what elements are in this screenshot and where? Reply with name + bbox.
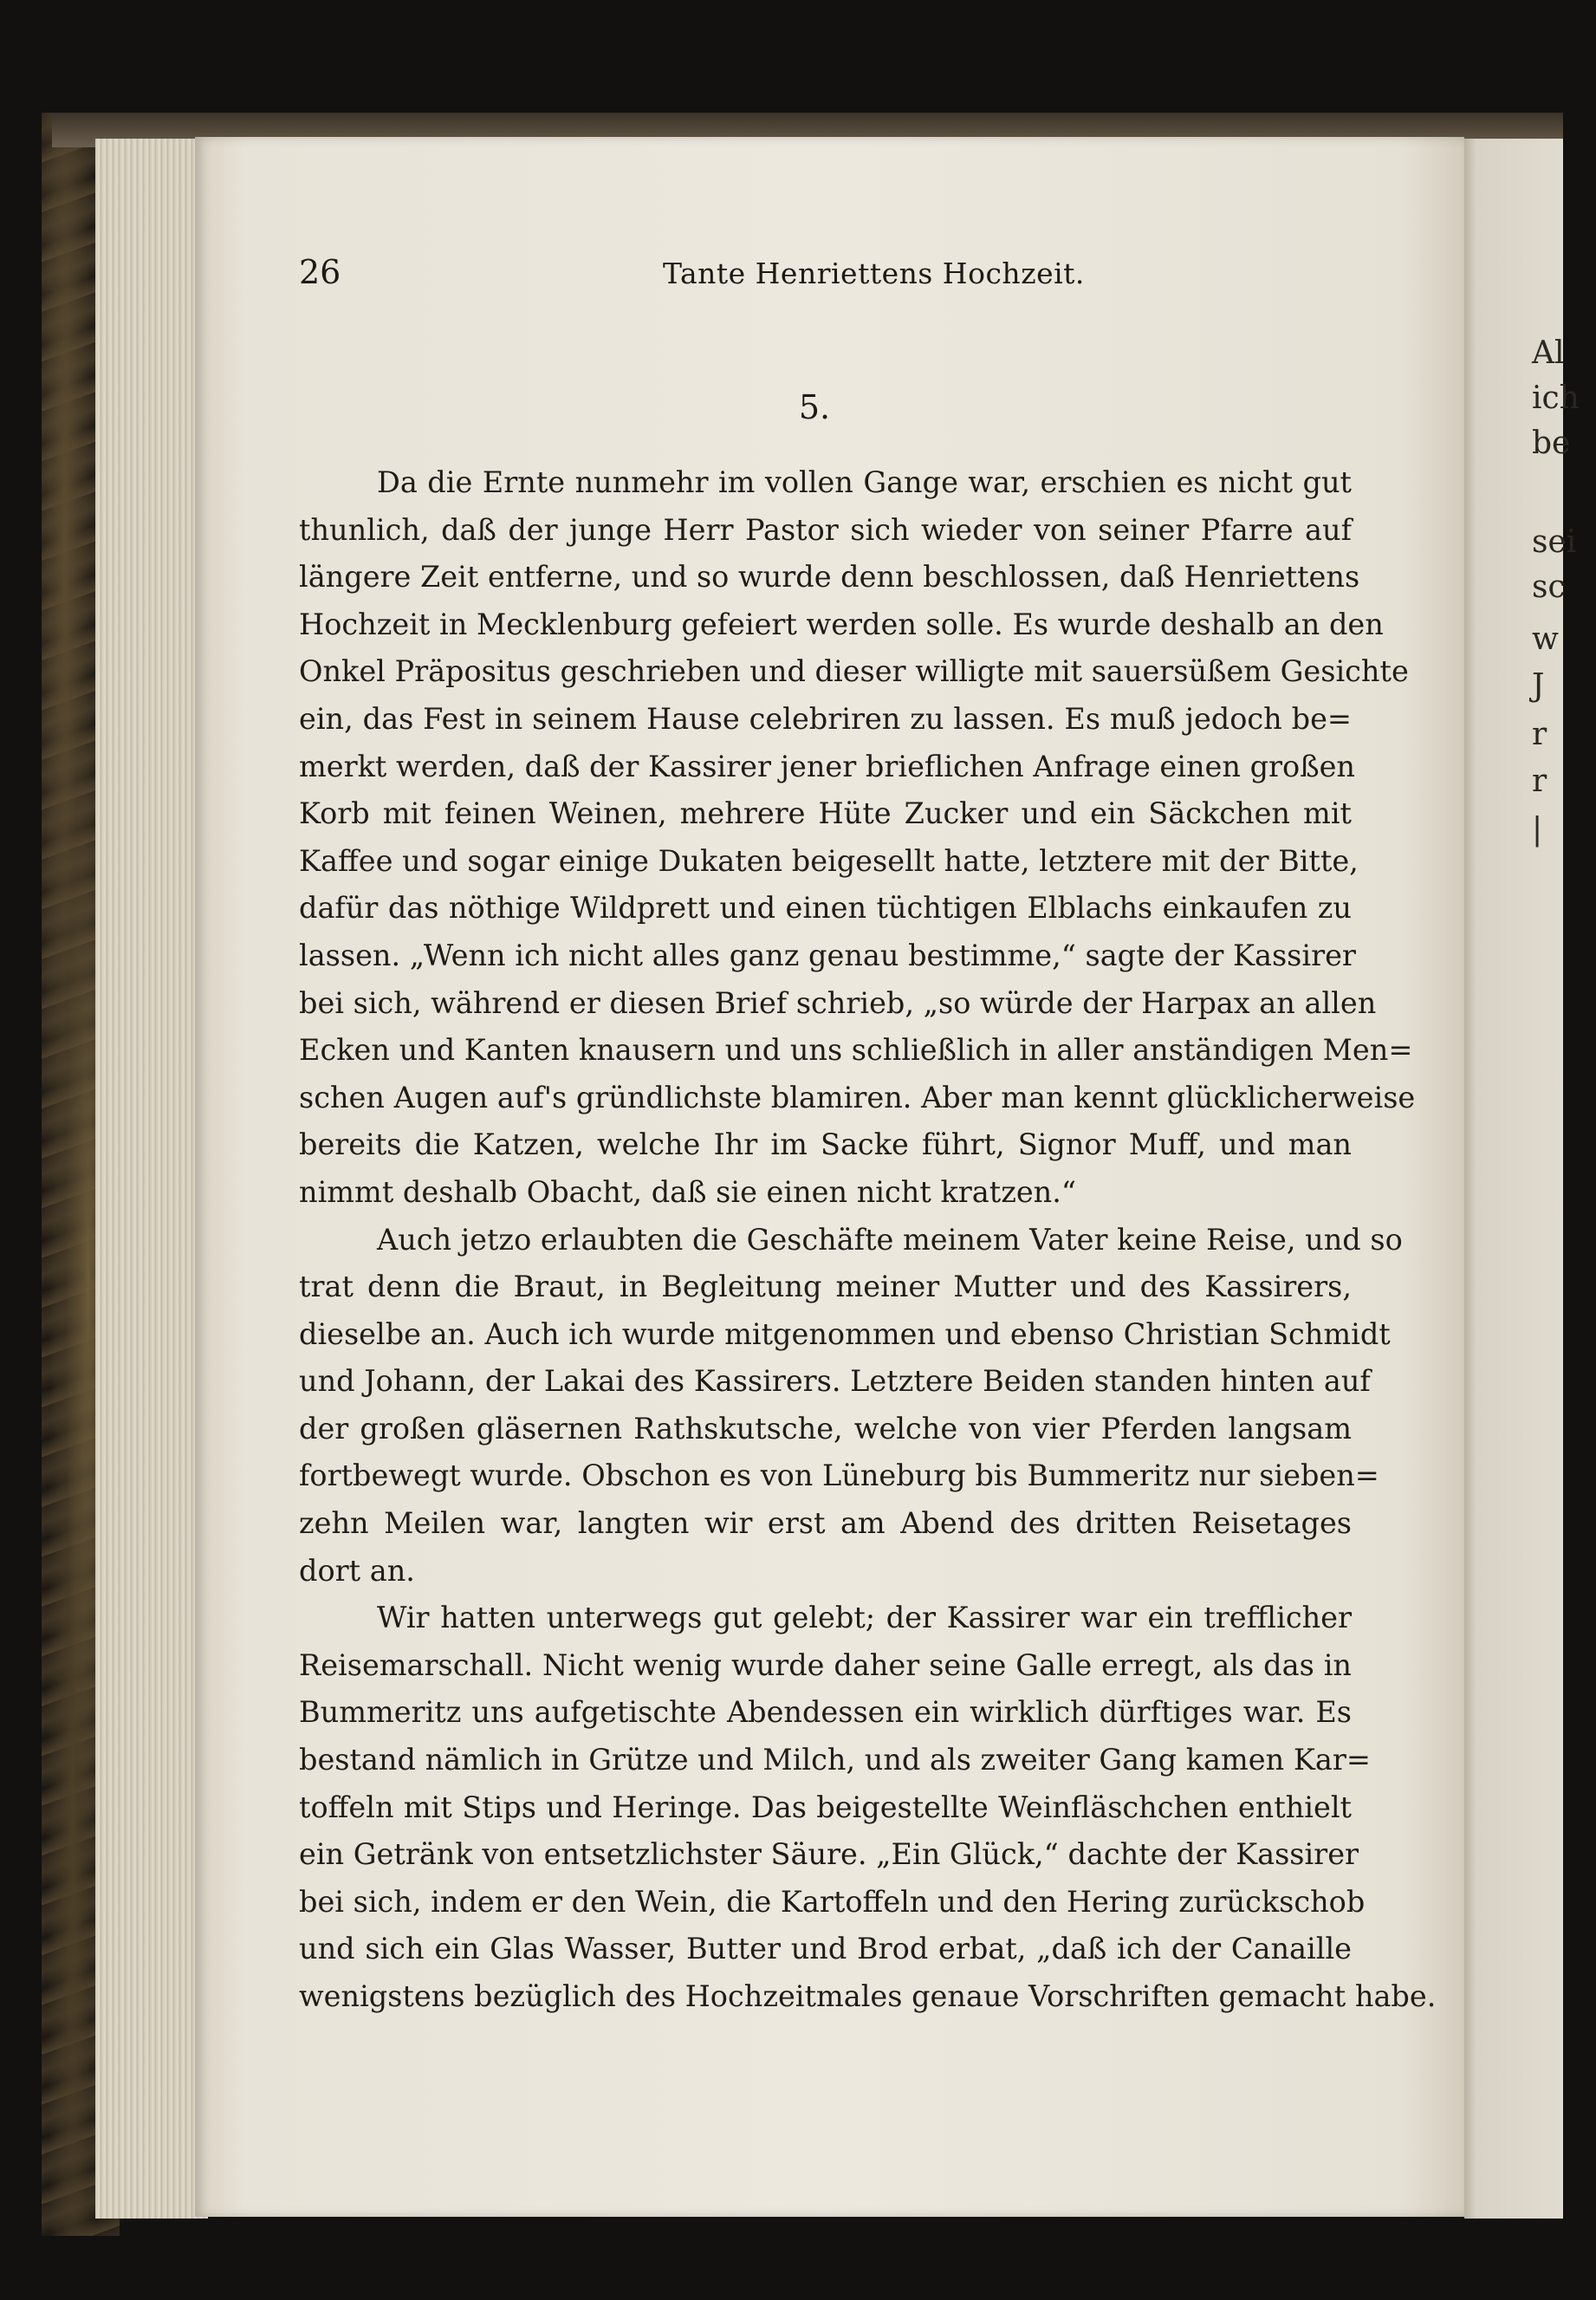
text-line: Da die Ernte nunmehr im vollen Gange war, erschien es nicht gut <box>377 465 1352 499</box>
page-block-edges <box>95 139 208 2219</box>
text-line: Reisemarschall. Nicht wenig wurde daher seine Galle erregt, als das in <box>299 1647 1352 1682</box>
next-page-fragment: J <box>1532 668 1545 704</box>
next-page-fragment: w <box>1532 621 1559 657</box>
text-line: dort an. <box>299 1553 415 1588</box>
running-title: Tante Henriettens Hochzeit. <box>663 257 1085 290</box>
text-line: Wir hatten unterwegs gut gelebt; der Kassirer war ein trefflicher <box>377 1601 1352 1635</box>
text-line: Hochzeit in Mecklenburg gefeiert werden solle. Es wurde deshalb an den <box>299 607 1384 641</box>
text-line: trat denn die Braut, in Begleitung meiner Mutter und des Kassirers, <box>299 1270 1352 1304</box>
text-line: Bummeritz uns aufgetischte Abendessen ein wirklich dürftiges war. Es <box>299 1695 1352 1730</box>
text-line: thunlich, daß der junge Herr Pastor sich wieder von seiner Pfarre auf <box>299 512 1352 547</box>
next-page-fragment: r <box>1532 763 1547 799</box>
next-page-fragment: be <box>1532 426 1571 461</box>
next-page-fragment: sc <box>1532 569 1566 605</box>
text-line: und sich ein Glas Wasser, Butter und Brod erbat, „daß ich der Canaille <box>299 1932 1352 1966</box>
text-line: Kaffee und sogar einige Dukaten beigesellt hatte, letztere mit der Bitte, <box>299 843 1359 878</box>
text-line: bereits die Katzen, welche Ihr im Sacke führt, Signor Muff, und man <box>299 1127 1352 1162</box>
text-line: bei sich, indem er den Wein, die Kartoffeln und den Hering zurückschob <box>299 1884 1366 1919</box>
page-number: 26 <box>299 253 341 291</box>
next-page-fragment: ich <box>1532 380 1580 416</box>
next-page-fragment: sei <box>1532 524 1577 560</box>
text-line: und Johann, der Lakai des Kassirers. Letztere Beiden standen hinten auf <box>299 1364 1371 1399</box>
text-line: bestand nämlich in Grütze und Milch, und als zweiter Gang kamen Kar= <box>299 1743 1371 1777</box>
text-line: längere Zeit entferne, und so wurde denn beschlossen, daß Henriettens <box>299 560 1360 594</box>
text-line: nimmt deshalb Obacht, daß sie einen nicht kratzen.“ <box>299 1174 1077 1209</box>
next-page-edge <box>1464 139 1580 2219</box>
text-line: wenigstens bezüglich des Hochzeitmales genaue Vorschriften gemacht habe. <box>299 1979 1437 2013</box>
text-line: Ecken und Kanten knausern und uns schließlich in aller anständigen Men= <box>299 1033 1413 1068</box>
text-line: dafür das nöthige Wildprett und einen tüchtigen Elblachs einkaufen zu <box>299 891 1352 926</box>
text-line: bei sich, während er diesen Brief schrieb, „so würde der Harpax an allen <box>299 985 1377 1020</box>
next-page-fragment: | <box>1532 812 1543 848</box>
text-line: zehn Meilen war, langten wir erst am Abend des dritten Reisetages <box>299 1506 1352 1541</box>
body-text <box>299 459 1437 2021</box>
page-header <box>299 253 1356 296</box>
text-line: fortbewegt wurde. Obschon es von Lüneburg bis Bummeritz nur sieben= <box>299 1459 1379 1493</box>
text-line: merkt werden, daß der Kassirer jener brieflichen Anfrage einen großen <box>299 749 1356 783</box>
text-line: lassen. „Wenn ich nicht alles ganz genau bestimme,“ sagte der Kassirer <box>299 938 1356 972</box>
text-line: Auch jetzo erlaubten die Geschäfte meinem Vater keine Reise, und so <box>377 1222 1403 1257</box>
text-line: ein, das Fest in seinem Hause celebriren zu lassen. Es muß jedoch be= <box>299 701 1352 736</box>
next-page-fragment: r <box>1532 717 1547 752</box>
text-line: schen Augen auf's gründlichste blamiren. Aber man kennt glücklicherweise <box>299 1080 1416 1114</box>
next-page-fragment: Al <box>1532 335 1565 371</box>
text-line: Onkel Präpositus geschrieben und dieser willigte mit sauersüßem Gesichte <box>299 654 1409 689</box>
text-line: toffeln mit Stips und Heringe. Das beigestellte Weinfläschchen enthielt <box>299 1790 1352 1824</box>
text-line: der großen gläsernen Rathskutsche, welche von vier Pferden langsam <box>299 1411 1352 1446</box>
text-line: dieselbe an. Auch ich wurde mitgenommen und ebenso Christian Schmidt <box>299 1316 1391 1351</box>
text-line: Korb mit feinen Weinen, mehrere Hüte Zucker und ein Säckchen mit <box>299 796 1352 831</box>
chapter-number: 5. <box>798 388 831 426</box>
text-line: ein Getränk von entsetzlichster Säure. „Ein Glück,“ dachte der Kassirer <box>299 1837 1359 1872</box>
